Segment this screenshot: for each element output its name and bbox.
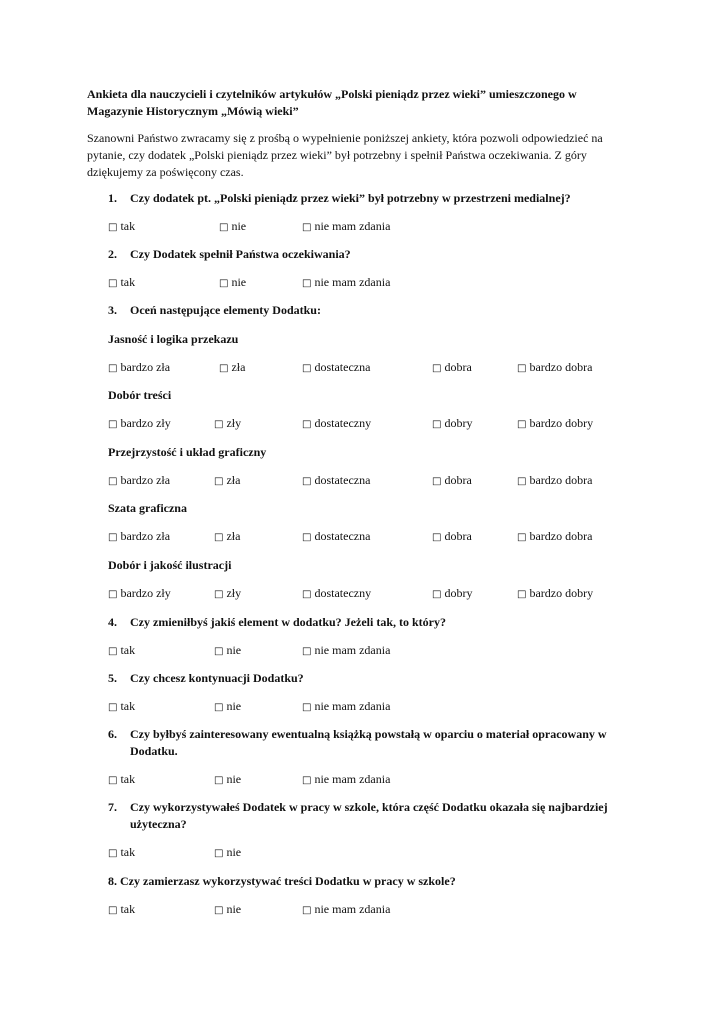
subsection-jasnosc: Jasność i logika przekazu [108,332,239,346]
checkbox-dobry[interactable]: □ dobry [432,586,473,600]
checkbox-icon: □ [214,702,224,713]
answer-row-q2 [108,274,628,291]
question-text: Czy wykorzystywałeś Dodatek w pracy w szkole, która część Dodatku okazała się najbardziej użyteczna? [130,800,608,831]
checkbox-dostateczna[interactable]: □ dostateczna [302,360,371,374]
checkbox-icon: □ [214,848,224,859]
checkbox-bardzo-dobra[interactable]: □ bardzo dobra [517,529,593,543]
checkbox-icon: □ [108,775,118,786]
checkbox-dostateczna[interactable]: □ dostateczna [302,473,371,487]
question-5 [108,670,628,687]
checkbox-icon: □ [517,419,527,430]
checkbox-icon: □ [108,476,118,487]
checkbox-dobry[interactable]: □ dobry [432,416,473,430]
question-8 [108,873,628,890]
question-6 [108,726,628,760]
checkbox-nie[interactable]: □ nie [214,845,242,859]
answer-row-q6 [108,771,628,788]
subsection-dobor-ilustracji: Dobór i jakość ilustracji [108,558,232,572]
checkbox-icon: □ [302,419,312,430]
checkbox-icon: □ [302,476,312,487]
checkbox-bardzo-dobra[interactable]: □ bardzo dobra [517,473,593,487]
checkbox-icon: □ [108,363,118,374]
rating-row-szata-graficzna [108,528,628,545]
checkbox-icon: □ [108,278,118,289]
checkbox-icon: □ [302,278,312,289]
checkbox-bardzo-dobra[interactable]: □ bardzo dobra [517,360,593,374]
question-text: Czy zmieniłbyś jakiś element w dodatku? Jeżeli tak, to który? [130,615,446,629]
checkbox-nie-mam-zdania[interactable]: □ nie mam zdania [302,219,391,233]
checkbox-icon: □ [302,905,312,916]
checkbox-zly[interactable]: □ zły [214,586,242,600]
question-number: 7. [108,800,117,814]
rating-row-jasnosc [108,359,628,376]
checkbox-tak[interactable]: □ tak [108,902,136,916]
checkbox-icon: □ [432,476,442,487]
checkbox-bardzo-zla[interactable]: □ bardzo zła [108,360,171,374]
checkbox-tak[interactable]: □ tak [108,699,136,713]
checkbox-icon: □ [214,775,224,786]
checkbox-icon: □ [219,222,229,233]
question-text: Czy byłbyś zainteresowany ewentualną książką powstałą w oparciu o materiał opracowany w Dodatku. [130,727,607,758]
checkbox-icon: □ [302,363,312,374]
checkbox-nie[interactable]: □ nie [214,699,242,713]
question-number: 5. [108,671,117,685]
subsection-dobor-tresci: Dobór treści [108,388,172,402]
checkbox-dostateczny[interactable]: □ dostateczny [302,586,372,600]
checkbox-icon: □ [219,363,229,374]
question-4 [108,614,628,631]
checkbox-tak[interactable]: □ tak [108,772,136,786]
checkbox-icon: □ [517,532,527,543]
question-text: Czy chcesz kontynuacji Dodatku? [130,671,304,685]
answer-row-q5 [108,698,628,715]
checkbox-icon: □ [302,775,312,786]
question-number: 2. [108,247,117,261]
checkbox-nie[interactable]: □ nie [214,772,242,786]
question-2 [108,246,628,263]
checkbox-bardzo-dobry[interactable]: □ bardzo dobry [517,586,594,600]
question-1 [108,190,628,207]
question-text: Czy dodatek pt. „Polski pieniądz przez wieki” był potrzebny w przestrzeni medialnej? [130,191,571,205]
subsection-szata-graficzna: Szata graficzna [108,501,187,515]
document-title: Ankieta dla nauczycieli i czytelników artykułów „Polski pieniądz przez wieki” umieszczonego w Magazynie Historycznym „Mówią wieki” [87,87,577,118]
rating-row-dobor-tresci [108,415,628,432]
checkbox-icon: □ [517,363,527,374]
rating-row-przejrzystosc [108,472,628,489]
checkbox-icon: □ [214,646,224,657]
checkbox-tak[interactable]: □ tak [108,219,136,233]
rating-row-dobor-ilustracji [108,585,628,602]
checkbox-nie[interactable]: □ nie [219,219,247,233]
answer-row-q4 [108,642,628,659]
checkbox-icon: □ [214,905,224,916]
checkbox-icon: □ [432,589,442,600]
intro-paragraph: Szanowni Państwo zwracamy się z prośbą o wypełnienie poniższej ankiety, która pozwoli odpowiedzieć na pytanie, czy dodatek „Polski pieniądz przez wieki” był potrzebny i spełnił Państwa oczekiwania. Z góry dziękujemy za poświęcony czas. [87,131,603,179]
checkbox-nie-mam-zdania[interactable]: □ nie mam zdania [302,902,391,916]
checkbox-icon: □ [302,702,312,713]
checkbox-bardzo-zla[interactable]: □ bardzo zła [108,473,171,487]
checkbox-nie[interactable]: □ nie [214,902,242,916]
checkbox-bardzo-zly[interactable]: □ bardzo zły [108,416,171,430]
checkbox-icon: □ [302,222,312,233]
checkbox-icon: □ [108,589,118,600]
checkbox-icon: □ [108,222,118,233]
checkbox-icon: □ [432,419,442,430]
checkbox-icon: □ [108,646,118,657]
checkbox-zla[interactable]: □ zła [214,473,241,487]
checkbox-zla[interactable]: □ zła [219,360,246,374]
checkbox-dobra[interactable]: □ dobra [432,360,472,374]
question-3 [108,302,628,319]
checkbox-icon: □ [302,532,312,543]
question-text: Czy Dodatek spełnił Państwa oczekiwania? [130,247,351,261]
question-text: Oceń następujące elementy Dodatku: [130,303,321,317]
subsection-przejrzystosc: Przejrzystość i układ graficzny [108,445,267,459]
checkbox-bardzo-zly[interactable]: □ bardzo zły [108,586,171,600]
answer-row-q7 [108,844,628,861]
checkbox-icon: □ [432,363,442,374]
checkbox-icon: □ [214,532,224,543]
checkbox-zla[interactable]: □ zła [214,529,241,543]
checkbox-icon: □ [219,278,229,289]
question-number: 3. [108,303,117,317]
answer-row-q1 [108,218,628,235]
checkbox-dostateczny[interactable]: □ dostateczny [302,416,372,430]
checkbox-bardzo-dobry[interactable]: □ bardzo dobry [517,416,594,430]
answer-row-q8 [108,901,628,918]
question-text: 8. Czy zamierzasz wykorzystywać treści Dodatku w pracy w szkole? [108,874,456,888]
checkbox-icon: □ [517,589,527,600]
checkbox-icon: □ [302,646,312,657]
checkbox-icon: □ [214,476,224,487]
question-number: 6. [108,727,117,741]
checkbox-icon: □ [108,532,118,543]
checkbox-dobra[interactable]: □ dobra [432,529,472,543]
checkbox-dobra[interactable]: □ dobra [432,473,472,487]
checkbox-icon: □ [432,532,442,543]
checkbox-nie-mam-zdania[interactable]: □ nie mam zdania [302,772,391,786]
checkbox-nie[interactable]: □ nie [214,643,242,657]
checkbox-zly[interactable]: □ zły [214,416,242,430]
checkbox-icon: □ [302,589,312,600]
checkbox-icon: □ [517,476,527,487]
checkbox-icon: □ [108,702,118,713]
checkbox-bardzo-zla[interactable]: □ bardzo zła [108,529,171,543]
checkbox-tak[interactable]: □ tak [108,643,136,657]
checkbox-icon: □ [108,905,118,916]
question-number: 4. [108,615,117,629]
checkbox-icon: □ [108,848,118,859]
checkbox-nie-mam-zdania[interactable]: □ nie mam zdania [302,699,391,713]
checkbox-nie[interactable]: □ nie [219,275,247,289]
question-number: 1. [108,191,117,205]
question-7 [108,799,628,833]
checkbox-nie-mam-zdania[interactable]: □ nie mam zdania [302,643,391,657]
checkbox-icon: □ [108,419,118,430]
checkbox-tak[interactable]: □ tak [108,275,136,289]
checkbox-icon: □ [214,419,224,430]
checkbox-nie-mam-zdania[interactable]: □ nie mam zdania [302,275,391,289]
checkbox-icon: □ [214,589,224,600]
checkbox-tak[interactable]: □ tak [108,845,136,859]
checkbox-dostateczna[interactable]: □ dostateczna [302,529,371,543]
